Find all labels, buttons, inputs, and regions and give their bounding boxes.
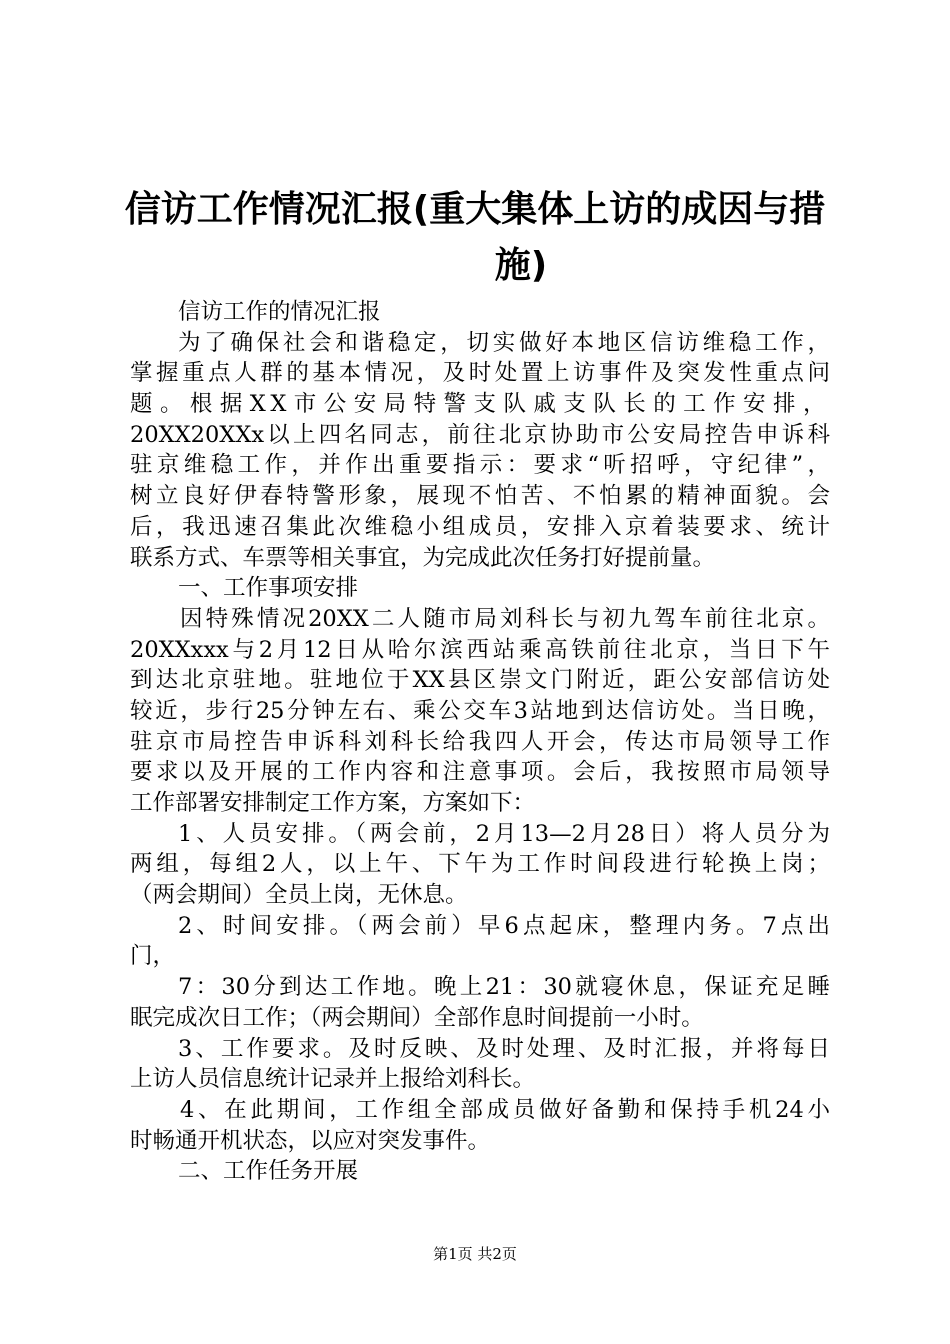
- paragraph-line: 2、时间安排。（两会前）早6点起床，整理内务。7点出: [178, 912, 830, 939]
- paragraph-line: 两组，每组2人，以上午、下午为工作时间段进行轮换上岗；: [130, 851, 830, 878]
- paragraph-line: 后，我迅速召集此次维稳小组成员，安排入京着装要求、统计: [130, 513, 830, 540]
- paragraph-line: 较近，步行25分钟左右、乘公交车3站地到达信访处。当日晚，: [130, 697, 830, 724]
- paragraph-line: 4、在此期间，工作组全部成员做好备勤和保持手机24小: [180, 1096, 830, 1123]
- paragraph-line: 眠完成次日工作；（两会期间）全部作息时间提前一小时。: [130, 1004, 704, 1031]
- title-line-2: 施): [494, 245, 548, 286]
- paragraph-line: 联系方式、车票等相关事宜，为完成此次任务打好提前量。: [130, 544, 716, 571]
- paragraph-line: 驻京维稳工作，并作出重要指示：要求“听招呼，守纪律”，: [130, 452, 830, 479]
- document-body: [130, 297, 830, 1187]
- paragraph-line: 3、工作要求。及时反映、及时处理、及时汇报，并将每日: [178, 1035, 830, 1062]
- document-title: [120, 182, 830, 294]
- section-heading: 一、工作事项安排: [178, 575, 359, 602]
- paragraph-line: 门，: [130, 943, 176, 970]
- paragraph-line: 题。根据XX市公安局特警支队戚支队长的工作安排，: [130, 391, 830, 418]
- paragraph-line: 因特殊情况20XX二人随市局刘科长与初九驾车前往北京。: [180, 605, 830, 632]
- paragraph-line: 为了确保社会和谐稳定，切实做好本地区信访维稳工作，: [178, 329, 830, 356]
- paragraph-line: （两会期间）全员上岗，无休息。: [130, 882, 468, 909]
- paragraph-line: 工作部署安排制定工作方案，方案如下：: [130, 790, 536, 816]
- paragraph-line: 1、人员安排。（两会前，2月13—2月28日）将人员分为: [178, 820, 830, 847]
- paragraph-line: 驻京市局控告申诉科刘科长给我四人开会，传达市局领导工作: [130, 728, 830, 755]
- paragraph-line: 时畅通开机状态，以应对突发事件。: [130, 1127, 491, 1154]
- paragraph-line: 到达北京驻地。驻地位于XX县区崇文门附近，距公安部信访处: [130, 667, 830, 694]
- paragraph-line: 20XXxxx与2月12日从哈尔滨西站乘高铁前往北京，当日下午: [130, 636, 830, 663]
- paragraph-line: 7：30分到达工作地。晚上21：30就寝休息，保证充足睡: [178, 974, 830, 1001]
- section-heading: 信访工作的情况汇报: [178, 299, 381, 325]
- section-heading: 二、工作任务开展: [178, 1158, 359, 1185]
- title-line-1: 信访工作情况汇报(重大集体上访的成因与措: [124, 189, 826, 230]
- paragraph-line: 上访人员信息统计记录并上报给刘科长。: [130, 1066, 536, 1093]
- paragraph-line: 掌握重点人群的基本情况，及时处置上访事件及突发性重点问: [130, 360, 830, 387]
- paragraph-line: 要求以及开展的工作内容和注意事项。会后，我按照市局领导: [130, 759, 830, 786]
- page-footer: 第1页 共2页: [433, 1245, 517, 1263]
- paragraph-line: 树立良好伊春特警形象，展现不怕苦、不怕累的精神面貌。会: [130, 483, 830, 510]
- paragraph-line: 20XX20XXx以上四名同志，前往北京协助市公安局控告申诉科: [130, 421, 830, 448]
